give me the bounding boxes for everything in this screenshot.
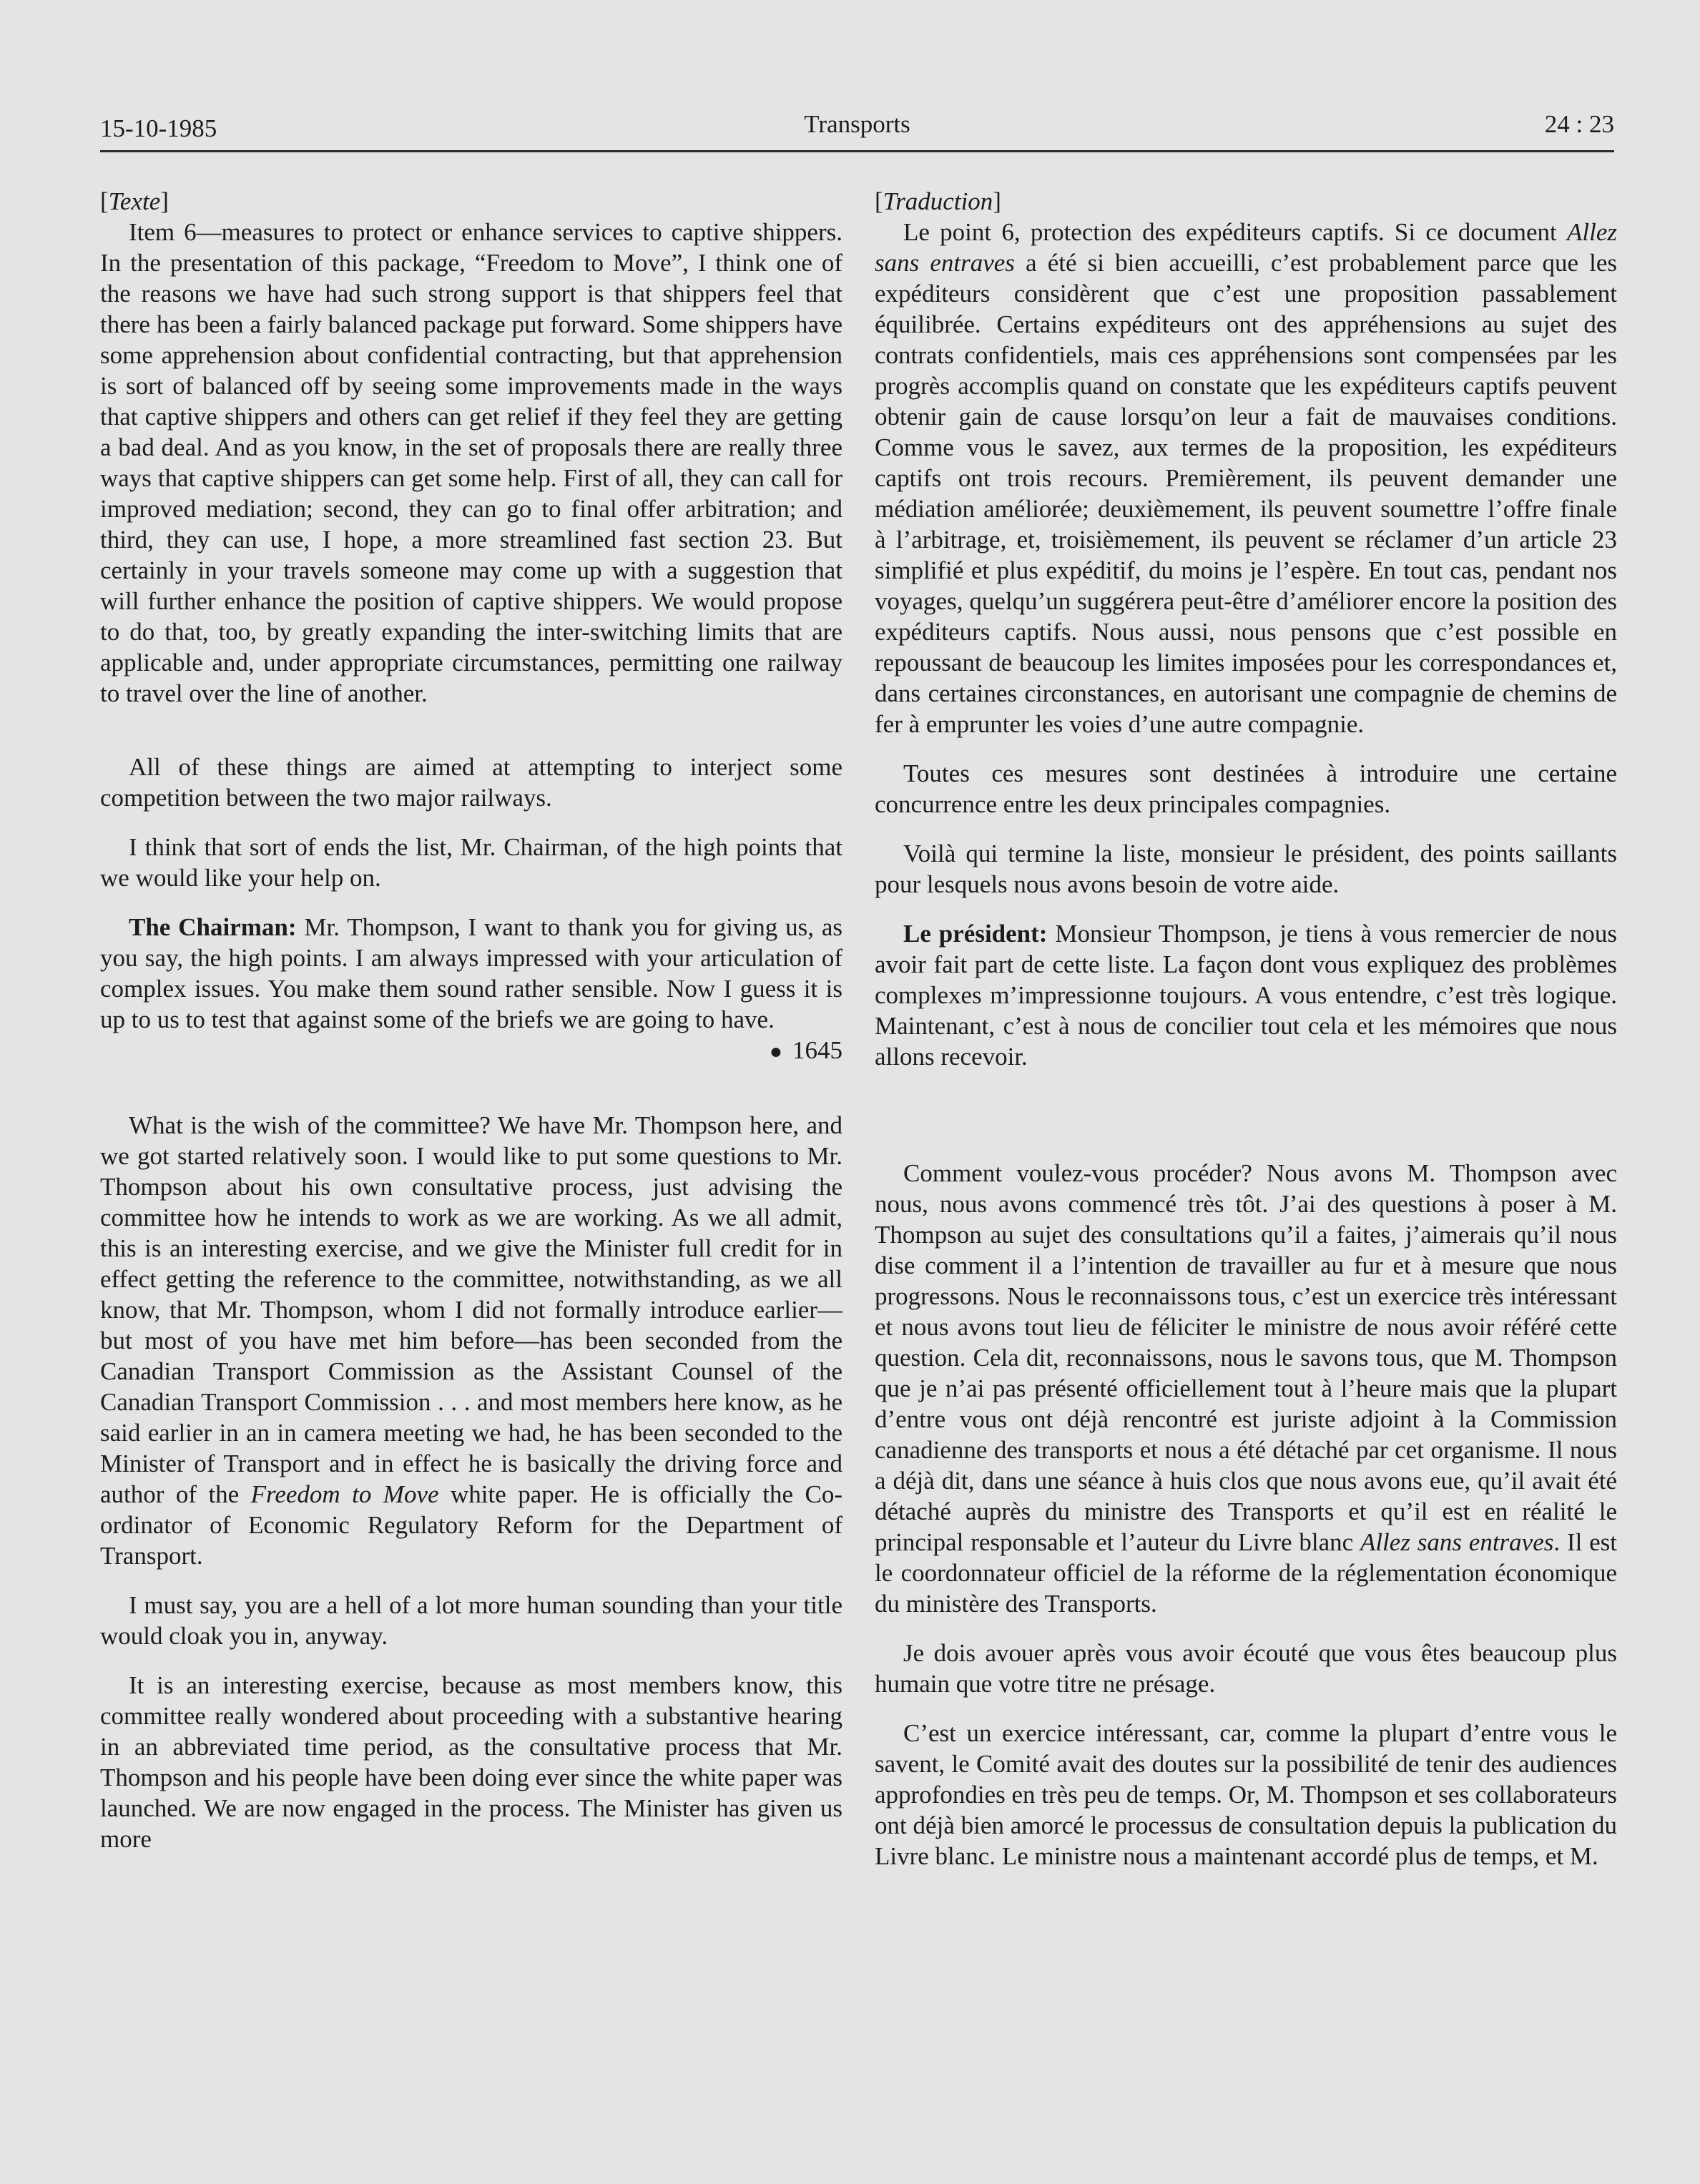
paragraph: Le président: Monsieur Thompson, je tiens à vous remercier de nous avoir fait part de cette liste. La façon dont vous expliquez des problèmes complexes m’impressionne toujours. A vous entendre, c’est très logique. Maintenant, c’est à nous de concilier tout cela et les mémoires que nous allons recevoir. [875, 920, 1617, 1071]
paragraph: The Chairman: Mr. Thompson, I want to thank you for giving us, as you say, the high points. I am always impressed with your articulation of complex issues. You make them sound rather sensible. Now I guess it is up to us to test that against some of the briefs we are going to have. [100, 913, 842, 1033]
paragraph: Voilà qui termine la liste, monsieur le président, des points saillants pour lesquels nous avons besoin de votre aide. [875, 840, 1617, 898]
timestamp-spacer [875, 1072, 1617, 1115]
column-label: [Texte] [100, 187, 169, 215]
paragraph: Toutes ces mesures sont destinées à introduire une certaine concurrence entre les deux principales compagnies. [875, 759, 1617, 818]
paragraph: It is an interesting exercise, because as most members know, this committee really wondered about proceeding with a substantive hearing in an abbreviated time period, as the consultative process that Mr. Thompson and his people have been doing ever since the white paper was launched. We are now engaged in the process. The Minister has given us more [100, 1671, 842, 1853]
paragraph: I think that sort of ends the list, Mr. Chairman, of the high points that we would like your help on. [100, 833, 842, 892]
paragraph: What is the wish of the committee? We have Mr. Thompson here, and we got started relatively soon. I would like to put some questions to Mr. Thompson about his own consultative process, just advising the committee how he intends to work as we are working. As we all admit, this is an interesting exercise, and we give the Minister full credit for in effect getting the reference to the committee, notwithstanding, as we all know, that Mr. Thompson, whom I did not formally introduce earlier—but most of you have met him before—has been seconded from the Canadian Transport Commission as the Assistant Counsel of the Canadian Transport Commission . . . and most members here know, as he said earlier in an in camera meeting we had, he has been seconded to the Minister of Transport and in effect he is basically the driving force and author of the Freedom to Move white paper. He is officially the Co-ordinator of Economic Regulatory Reform for the Department of Transport. [100, 1111, 842, 1570]
column-label: [Traduction] [875, 187, 1001, 215]
paragraph: Item 6—measures to protect or enhance services to captive shippers. In the presentation of this package, “Freedom to Move”, I think one of the reasons we have had such strong support is that shippers feel that there has been a fairly balanced package put forward. Some shippers have some apprehension about confidential contracting, but that apprehension is sort of balanced off by seeing some improvements made in the ways that captive shippers and others can get relief if they feel they are getting a bad deal. And as you know, in the set of proposals there are really three ways that captive shippers can get some help. First of all, they can call for improved mediation; second, they can go to final offer arbitration; and third, they can use, I hope, a more streamlined fast section 23. But certainly in your travels someone may come up with a suggestion that will further enhance the position of captive shippers. We would propose to do that, too, by greatly expanding the inter-switching limits that are applicable and, under appropriate circumstances, permitting one railway to travel over the line of another. [100, 218, 842, 707]
speaker-name: Le président: [903, 920, 1048, 948]
paragraph: I must say, you are a hell of a lot more human sounding than your title would cloak you in, anyway. [100, 1591, 842, 1650]
french-column [875, 186, 1617, 1871]
header-date: 15-10-1985 [100, 114, 217, 142]
bullet-icon: ● [769, 1040, 782, 1063]
header-page-number: 24 : 23 [1544, 110, 1614, 138]
english-column [100, 186, 842, 1854]
paragraph: Je dois avouer après vous avoir écouté que vous êtes beaucoup plus humain que votre titre ne présage. [875, 1639, 1617, 1698]
speaker-name: The Chairman: [129, 913, 297, 941]
paragraph: All of these things are aimed at attempting to interject some competition between the two major railways. [100, 753, 842, 812]
header-title: Transports [804, 110, 910, 138]
timestamp: ● 1645 [769, 1036, 842, 1064]
page-header [100, 107, 1614, 152]
paragraph: C’est un exercice intéressant, car, comme la plupart d’entre vous le savent, le Comité avait des doutes sur la possibilité de tenir des audiences approfondies en très peu de temps. Or, M. Thompson et ses collaborateurs ont déjà bien amorcé le processus de consultation depuis la publication du Livre blanc. Le ministre nous a maintenant accordé plus de temps, et M. [875, 1719, 1617, 1870]
paragraph: Comment voulez-vous procéder? Nous avons M. Thompson avec nous, nous avons commencé très tôt. J’ai des questions à poser à M. Thompson au sujet des consultations qu’il a faites, j’aimerais qu’il nous dise comment il a l’intention de travailler au fur et à mesure que nous progressons. Nous le reconnaissons tous, c’est un exercice très intéressant et nous avons tout lieu de féliciter le ministre de nous avoir référé cette question. Cela dit, reconnaissons, nous le savons tous, que M. Thompson que je n’ai pas présenté officiellement tout à l’heure mais que la plupart d’entre vous ont déjà rencontré est juriste adjoint à la Commission canadienne des transports et nous a été détaché par cet organisme. Il nous a déjà dit, dans une séance à huis clos que nous avons eue, qu’il avait été détaché auprès du ministre des Transports et qu’il est en réalité le principal responsable et l’auteur du Livre blanc Allez sans entraves. Il est le coordonnateur officiel de la réforme de la réglementation économique du ministère des Transports. [875, 1159, 1618, 1618]
paragraph: Le point 6, protection des expéditeurs captifs. Si ce document Allez sans entraves a été si bien accueilli, c’est probablement parce que les expéditeurs considèrent que c’est une proposition passablement équilibrée. Certains expéditeurs ont des appréhensions au sujet des contrats confidentiels, mais ces appréhensions sont compensées par les progrès accomplis quand on constate que les expéditeurs captifs peuvent obtenir gain de cause lorsqu’on leur a fait de mauvaises conditions. Comme vous le savez, aux termes de la proposition, les expéditeurs captifs ont trois recours. Premièrement, ils peuvent demander une médiation améliorée; deuxièmement, ils peuvent soumettre l’offre finale à l’arbitrage, et, troisièmement, ils peuvent se réclamer d’un article 23 simplifié et plus expéditif, du moins je l’espère. En tout cas, pendant nos voyages, quelqu’un suggérera peut-être d’améliorer encore la position des expéditeurs captifs. Nous aussi, nous pensons que c’est possible en repoussant de beaucoup les limites imposées pour les correspondances et, dans certaines circonstances, en autorisant une compagnie de chemins de fer à emprunter les voies d’une autre compagnie. [875, 218, 1617, 738]
